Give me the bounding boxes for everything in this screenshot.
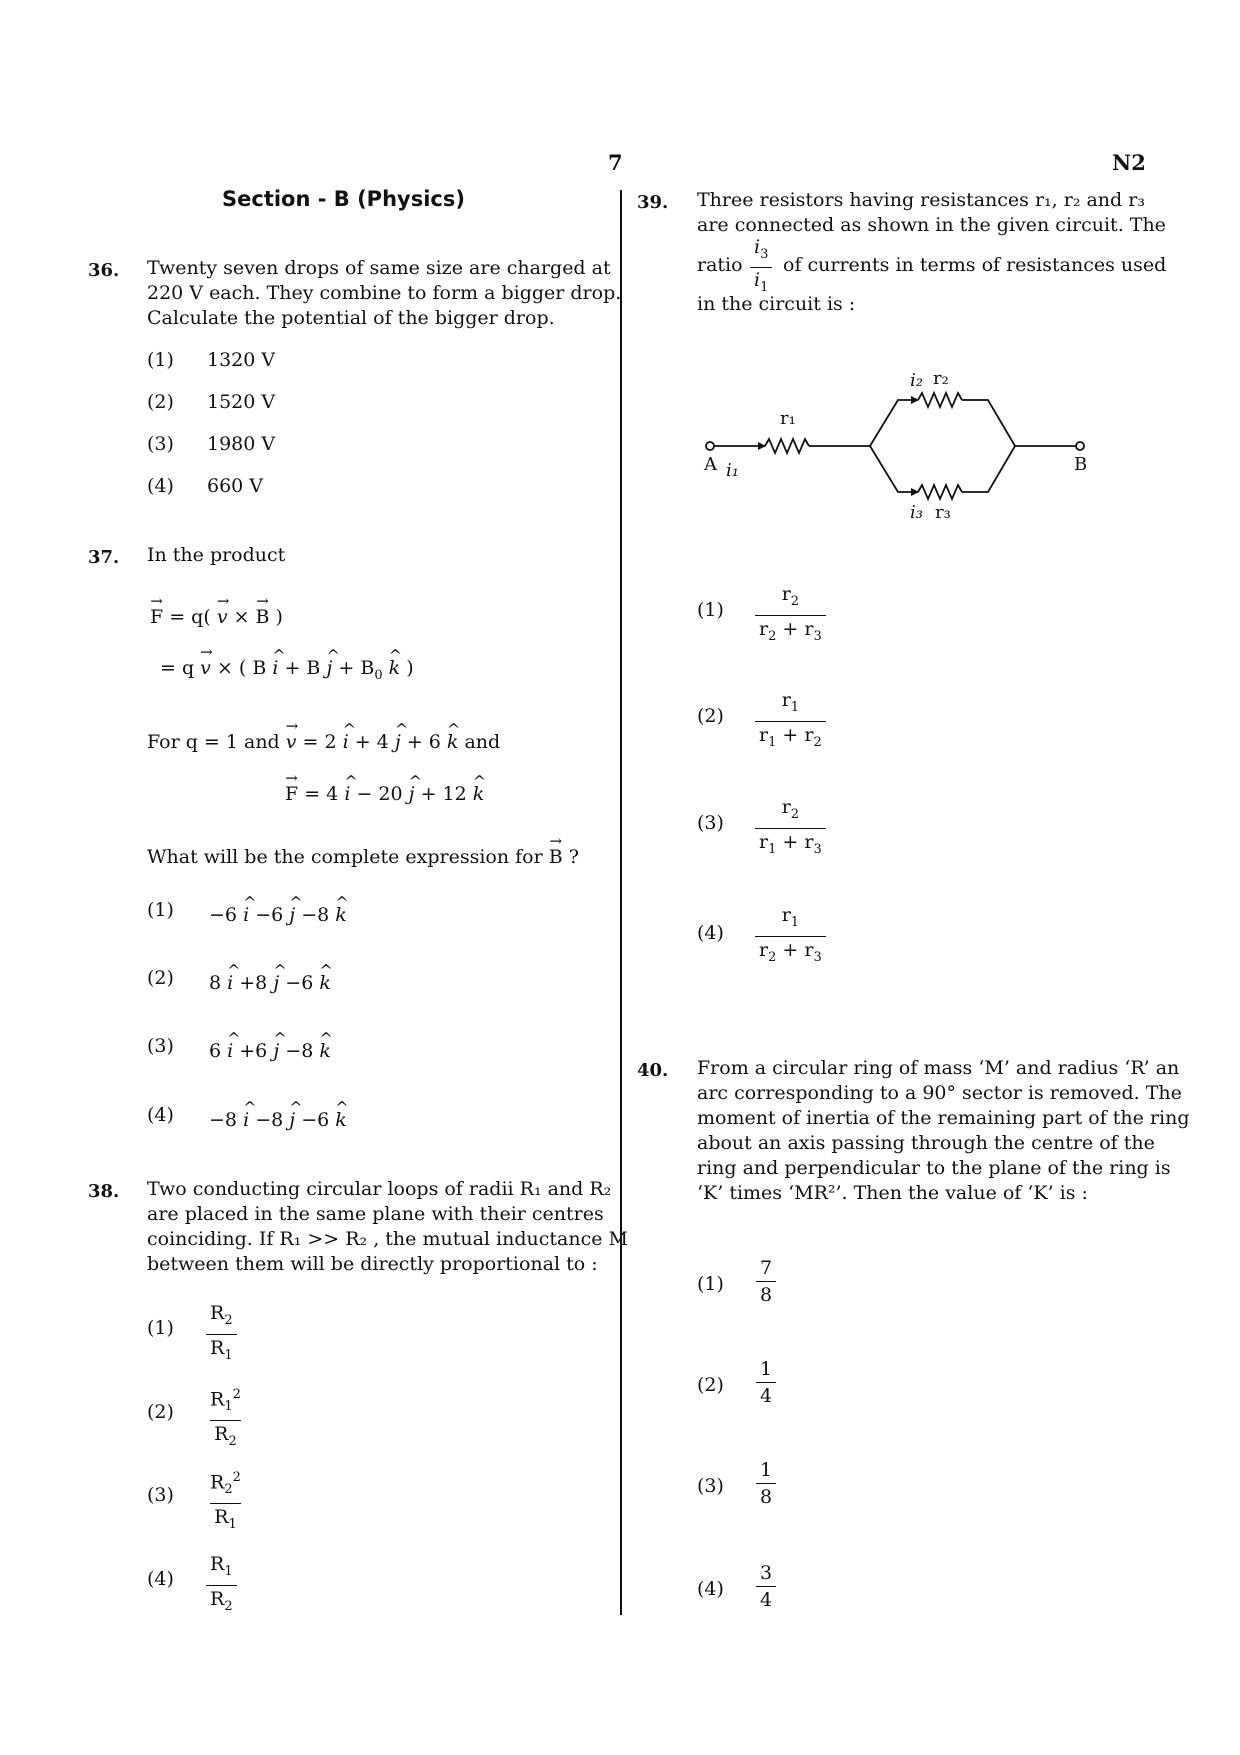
q36-option-3-text: 1980 V — [207, 433, 276, 455]
current-i3-label: i₃ — [910, 502, 923, 523]
question-39-line-2: are connected as shown in the given circuit. The — [697, 214, 1166, 236]
terminal-b-icon — [1076, 442, 1084, 450]
question-38-line: between them will be directly proportional to : — [147, 1253, 598, 1275]
question-37-number: 37. — [88, 547, 120, 568]
current-i3-arrow-icon — [911, 488, 919, 496]
q38-option-4-fraction: $\frac{R_1}{R_2}$ — [206, 1552, 237, 1618]
terminal-a-icon — [706, 442, 714, 450]
given-and: and — [464, 731, 501, 753]
q38-option-3-fraction: $\frac{R_2^2}{R_1}$ — [206, 1467, 245, 1536]
q40-option-2-label[interactable]: (2) — [697, 1374, 724, 1396]
question-40-line: arc corresponding to a 90° sector is removed. The — [697, 1082, 1182, 1104]
question-37-ask-text: What will be the complete expression for — [147, 846, 543, 868]
q36-option-3-label[interactable]: (3) — [147, 433, 174, 455]
q38-option-1-label[interactable]: (1) — [147, 1317, 174, 1339]
q36-option-4-text: 660 V — [207, 475, 264, 497]
question-39-line-4: in the circuit is : — [697, 293, 856, 315]
question-36-line: Twenty seven drops of same size are charged at — [147, 257, 611, 279]
resistor-r3-icon — [918, 485, 962, 499]
current-i2-label: i₂ — [910, 370, 923, 391]
q39-option-4-label[interactable]: (4) — [697, 922, 724, 944]
q40-option-3-fraction: $\frac{1}{8}$ — [756, 1458, 776, 1508]
resistor-r1-label: r₁ — [780, 408, 796, 429]
question-38-number: 38. — [88, 1181, 120, 1202]
q39-option-2-fraction: $\frac{r_1}{r_1 + r_2}$ — [755, 688, 826, 754]
q37-option-4-label[interactable]: (4) — [147, 1104, 174, 1126]
q39-option-2-label[interactable]: (2) — [697, 705, 724, 727]
q37-option-3-expr: 6 ^ i +6 ^ j −8 ^ k — [209, 1039, 331, 1064]
q40-option-4-label[interactable]: (4) — [697, 1578, 724, 1600]
page-number: 7 — [608, 150, 623, 175]
question-40-number: 40. — [637, 1060, 669, 1081]
question-40-line: about an axis passing through the centre of the — [697, 1132, 1155, 1154]
q37-option-1-label[interactable]: (1) — [147, 899, 174, 921]
q38-option-2-label[interactable]: (2) — [147, 1401, 174, 1423]
node-b-label: B — [1074, 454, 1088, 475]
resistor-r2-icon — [918, 393, 962, 407]
q39-option-1-label[interactable]: (1) — [697, 599, 724, 621]
q38-option-4-label[interactable]: (4) — [147, 1568, 174, 1590]
equation-force-expanded: = q → v × ( B ^ i + B ^ $j + B_0$ ^ k ) — [160, 656, 414, 688]
paper-code: N2 — [1112, 150, 1146, 175]
question-39-ratio-word: ratio — [697, 254, 743, 276]
q38-option-3-label[interactable]: (3) — [147, 1484, 174, 1506]
question-mark: ? — [568, 846, 579, 868]
q40-option-2-fraction: $\frac{1}{4}$ — [756, 1357, 776, 1407]
question-40-text — [697, 1056, 1190, 1206]
resistor-r2-label: r₂ — [933, 368, 949, 389]
q37-option-1-expr: −6 ^ i −6 ^ j −8 ^ k — [209, 903, 347, 928]
equation-force-cross: → F = q( → v × → B ) — [150, 605, 283, 630]
question-38-line: coinciding. If R₁ >> R₂ , the mutual inductance M — [147, 1228, 628, 1250]
question-37-intro: In the product — [147, 544, 286, 566]
q39-option-3-fraction: $\frac{r_2}{r_1 + r_3}$ — [755, 795, 826, 861]
q39-option-4-fraction: $\frac{r_1}{r_2 + r_3}$ — [755, 903, 826, 969]
q37-option-2-expr: 8 ^ i +8 ^ j −6 ^ k — [209, 971, 331, 996]
given-velocity: For q = 1 and → v = 2 ^ i + 4 ^ j + 6 ^ k and — [147, 730, 500, 755]
question-39-line-1: Three resistors having resistances r₁, r₂ and r₃ — [697, 189, 1145, 211]
ratio-fraction: $\frac{i_3}{i_1}$ — [750, 236, 772, 298]
question-38-line: are placed in the same plane with their centres — [147, 1203, 604, 1225]
q39-option-1-fraction: $\frac{r_2}{r_2 + r_3}$ — [755, 582, 826, 648]
question-37-ask: What will be the complete expression for → B ? — [147, 845, 579, 870]
q40-option-1-label[interactable]: (1) — [697, 1273, 724, 1295]
given-prefix: For q = 1 and — [147, 731, 280, 753]
q37-option-4-expr: −8 ^ i −8 ^ j −6 ^ k — [209, 1108, 347, 1133]
q36-option-2-label[interactable]: (2) — [147, 391, 174, 413]
current-i1-label: i₁ — [726, 460, 739, 481]
q40-option-1-fraction: $\frac{7}{8}$ — [756, 1256, 776, 1306]
section-title: Section - B (Physics) — [222, 187, 465, 211]
q36-option-4-label[interactable]: (4) — [147, 475, 174, 497]
q38-option-1-fraction: $\frac{R_2}{R_1}$ — [206, 1301, 237, 1367]
question-36-line: Calculate the potential of the bigger drop. — [147, 307, 555, 329]
q40-option-3-label[interactable]: (3) — [697, 1475, 724, 1497]
node-a-label: A — [704, 454, 717, 475]
q39-option-3-label[interactable]: (3) — [697, 812, 724, 834]
question-40-line: From a circular ring of mass ‘M’ and radius ‘R’ an — [697, 1057, 1180, 1079]
question-40-line: ring and perpendicular to the plane of the ring is — [697, 1157, 1171, 1179]
current-i2-arrow-icon — [911, 396, 919, 404]
current-i1-arrow-icon — [758, 442, 766, 450]
q36-option-2-text: 1520 V — [207, 391, 276, 413]
question-38-text — [147, 1177, 628, 1277]
question-36-number: 36. — [88, 260, 120, 281]
q37-option-3-label[interactable]: (3) — [147, 1035, 174, 1057]
q37-option-2-label[interactable]: (2) — [147, 967, 174, 989]
question-38-line: Two conducting circular loops of radii R₁ and R₂ — [147, 1178, 612, 1200]
given-force: → F = 4 ^ i − 20 ^ j + 12 ^ k — [285, 782, 484, 807]
q36-option-1-label[interactable]: (1) — [147, 349, 174, 371]
column-divider — [620, 190, 622, 1615]
question-40-line: moment of inertia of the remaining part of the ring — [697, 1107, 1190, 1129]
circuit-diagram — [690, 360, 1120, 540]
resistor-r1-icon — [765, 439, 809, 453]
q40-option-4-fraction: $\frac{3}{4}$ — [756, 1561, 776, 1611]
question-36-text — [147, 256, 621, 331]
question-36-line: 220 V each. They combine to form a bigger drop. — [147, 282, 622, 304]
question-40-line: ‘K’ times ‘MR²’. Then the value of ‘K’ is : — [697, 1182, 1088, 1204]
resistor-r3-label: r₃ — [935, 502, 951, 523]
q38-option-2-fraction: $\frac{R_1^2}{R_2}$ — [206, 1384, 245, 1453]
q36-option-1-text: 1320 V — [207, 349, 276, 371]
question-39-number: 39. — [637, 192, 669, 213]
question-39-line-3: of currents in terms of resistances used — [783, 254, 1167, 276]
